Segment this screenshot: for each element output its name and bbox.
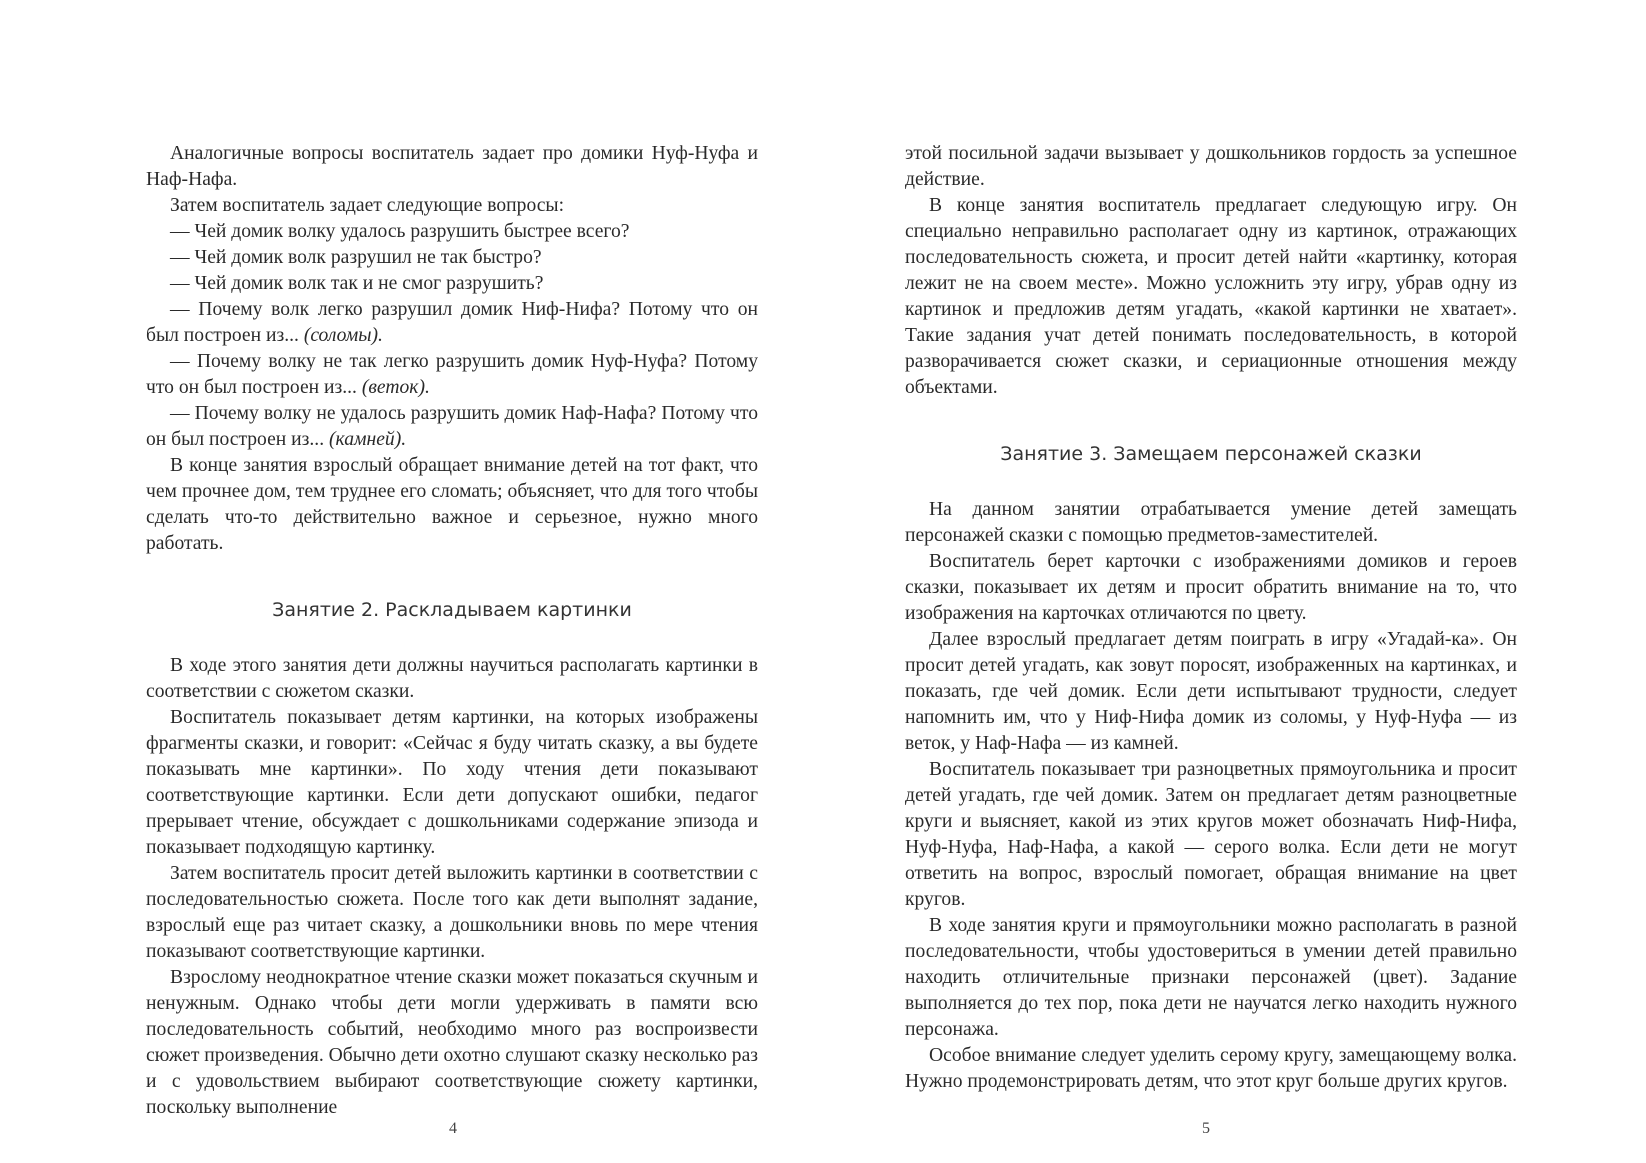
question-line: — Чей домик волк разрушил не так быстро? <box>170 247 542 268</box>
paragraph: Взрослому неоднократное чтение сказки может показаться скучным и ненужным. Однако чтобы дети могли удерживать в памяти всю последовательность событий, необходимо много раз воспроизвести сюжет произведения. Обычно дети охотно слушают сказку несколько раз и с удовольствием выбирают соответствующие сюжету картинки, поскольку выполнение <box>146 967 758 1118</box>
paragraph: Воспитатель показывает три разноцветных прямоугольника и просит детей угадать, где чей домик. Затем он предлагает детям разноцветные круги и выясняет, какой из этих кругов может обозначать Ниф-Нифа, Нуф-Нуфа, Наф-Нафа, а какой — серого волка. Если дети не могут ответить на вопрос, взрослый помогает, обращая внимание на цвет кругов. <box>905 759 1517 910</box>
paragraph: Воспитатель берет карточки с изображениями домиков и героев сказки, показывает их детям и просит обратить внимание на то, что изображения на карточках отличаются по цвету. <box>905 551 1517 624</box>
qa-line <box>146 297 758 349</box>
section-heading: Занятие 3. Замещаем персонажей сказки <box>1000 443 1422 465</box>
qa-line <box>146 401 758 453</box>
paragraph: Воспитатель показывает детям картинки, на которых изображены фрагменты сказки, и говорит: «Сейчас я буду читать сказку, а вы будете показывать мне картинки». По ходу чтения дети показывают соответствующие картинки. Если дети допускают ошибки, педагог прерывает чтение, обсуждает с дошкольниками содержание эпизода и показывает подходящую картинку. <box>146 707 758 858</box>
page-number: 5 <box>1202 1120 1210 1137</box>
qa-line <box>146 349 758 401</box>
qa-answer: (веток). <box>361 377 430 398</box>
paragraph: В конце занятия взрослый обращает внимание детей на тот факт, что чем прочнее дом, тем труднее его сломать; объясняет, что для того чтобы сделать что-то действительно важное и серьезное, нужно много работать. <box>146 455 758 554</box>
qa-answer: (соломы). <box>303 325 383 346</box>
right-text-column <box>905 141 1517 1095</box>
question-line: — Чей домик волк так и не смог разрушить? <box>170 273 544 294</box>
paragraph: Далее взрослый предлагает детям поиграть в игру «Угадай-ка». Он просит детей угадать, как зовут поросят, изображенных на картинках, и показать, где чей домик. Если дети испытывают трудности, следует напомнить им, что у Ниф-Нифа домик из соломы, у Нуф-Нуфа — из веток, у Наф-Нафа — из камней. <box>905 629 1517 754</box>
page-number: 4 <box>449 1120 457 1137</box>
section-heading: Занятие 2. Раскладываем картинки <box>272 599 632 621</box>
paragraph: Аналогичные вопросы воспитатель задает про домики Нуф-Нуфа и Наф-Нафа. <box>146 143 758 190</box>
qa-question: — Почему волк легко разрушил домик Ниф-Нифа? Потому что он был построен из... <box>146 299 758 346</box>
qa-answer: (камней). <box>329 429 407 450</box>
paragraph: Особое внимание следует уделить серому кругу, замещающему волка. Нужно продемонстрировать детям, что этот круг больше других кругов. <box>905 1045 1517 1092</box>
right-page <box>823 0 1646 1163</box>
paragraph: Затем воспитатель задает следующие вопросы: <box>170 195 565 216</box>
qa-question: — Почему волку не так легко разрушить домик Нуф-Нуфа? Потому что он был построен из... <box>146 351 758 398</box>
paragraph: На данном занятии отрабатывается умение детей замещать персонажей сказки с помощью предметов-заместителей. <box>905 499 1517 546</box>
paragraph: В ходе занятия круги и прямоугольники можно располагать в разной последовательности, чтобы удостовериться в умении детей правильно находить отличительные признаки персонажей (цвет). Задание выполняется до тех пор, пока дети не научатся легко находить нужного персонажа. <box>905 915 1517 1040</box>
paragraph: Затем воспитатель просит детей выложить картинки в соответствии с последовательностью сюжета. После того как дети выполнят задание, взрослый еще раз читает сказку, а дошкольники вновь по мере чтения показывают соответствующие картинки. <box>146 863 758 962</box>
paragraph: этой посильной задачи вызывает у дошкольников гордость за успешное действие. <box>905 143 1517 190</box>
paragraph: В ходе этого занятия дети должны научиться располагать картинки в соответствии с сюжетом сказки. <box>146 655 758 702</box>
question-line: — Чей домик волку удалось разрушить быстрее всего? <box>170 221 630 242</box>
paragraph: В конце занятия воспитатель предлагает следующую игру. Он специально неправильно располагает одну из картинок, отражающих последовательность сюжета, и просит детей найти «картинку, которая лежит не на своем месте». Можно усложнить эту игру, убрав одну из картинок и предложив детям угадать, «какой картинки не хватает». Такие задания учат детей понимать последовательность, в которой разворачивается сюжет сказки, и сериационные отношения между объектами. <box>905 195 1517 398</box>
qa-question: — Почему волку не удалось разрушить домик Наф-Нафа? Потому что он был построен из... <box>146 403 758 450</box>
left-text-column <box>146 141 758 1121</box>
